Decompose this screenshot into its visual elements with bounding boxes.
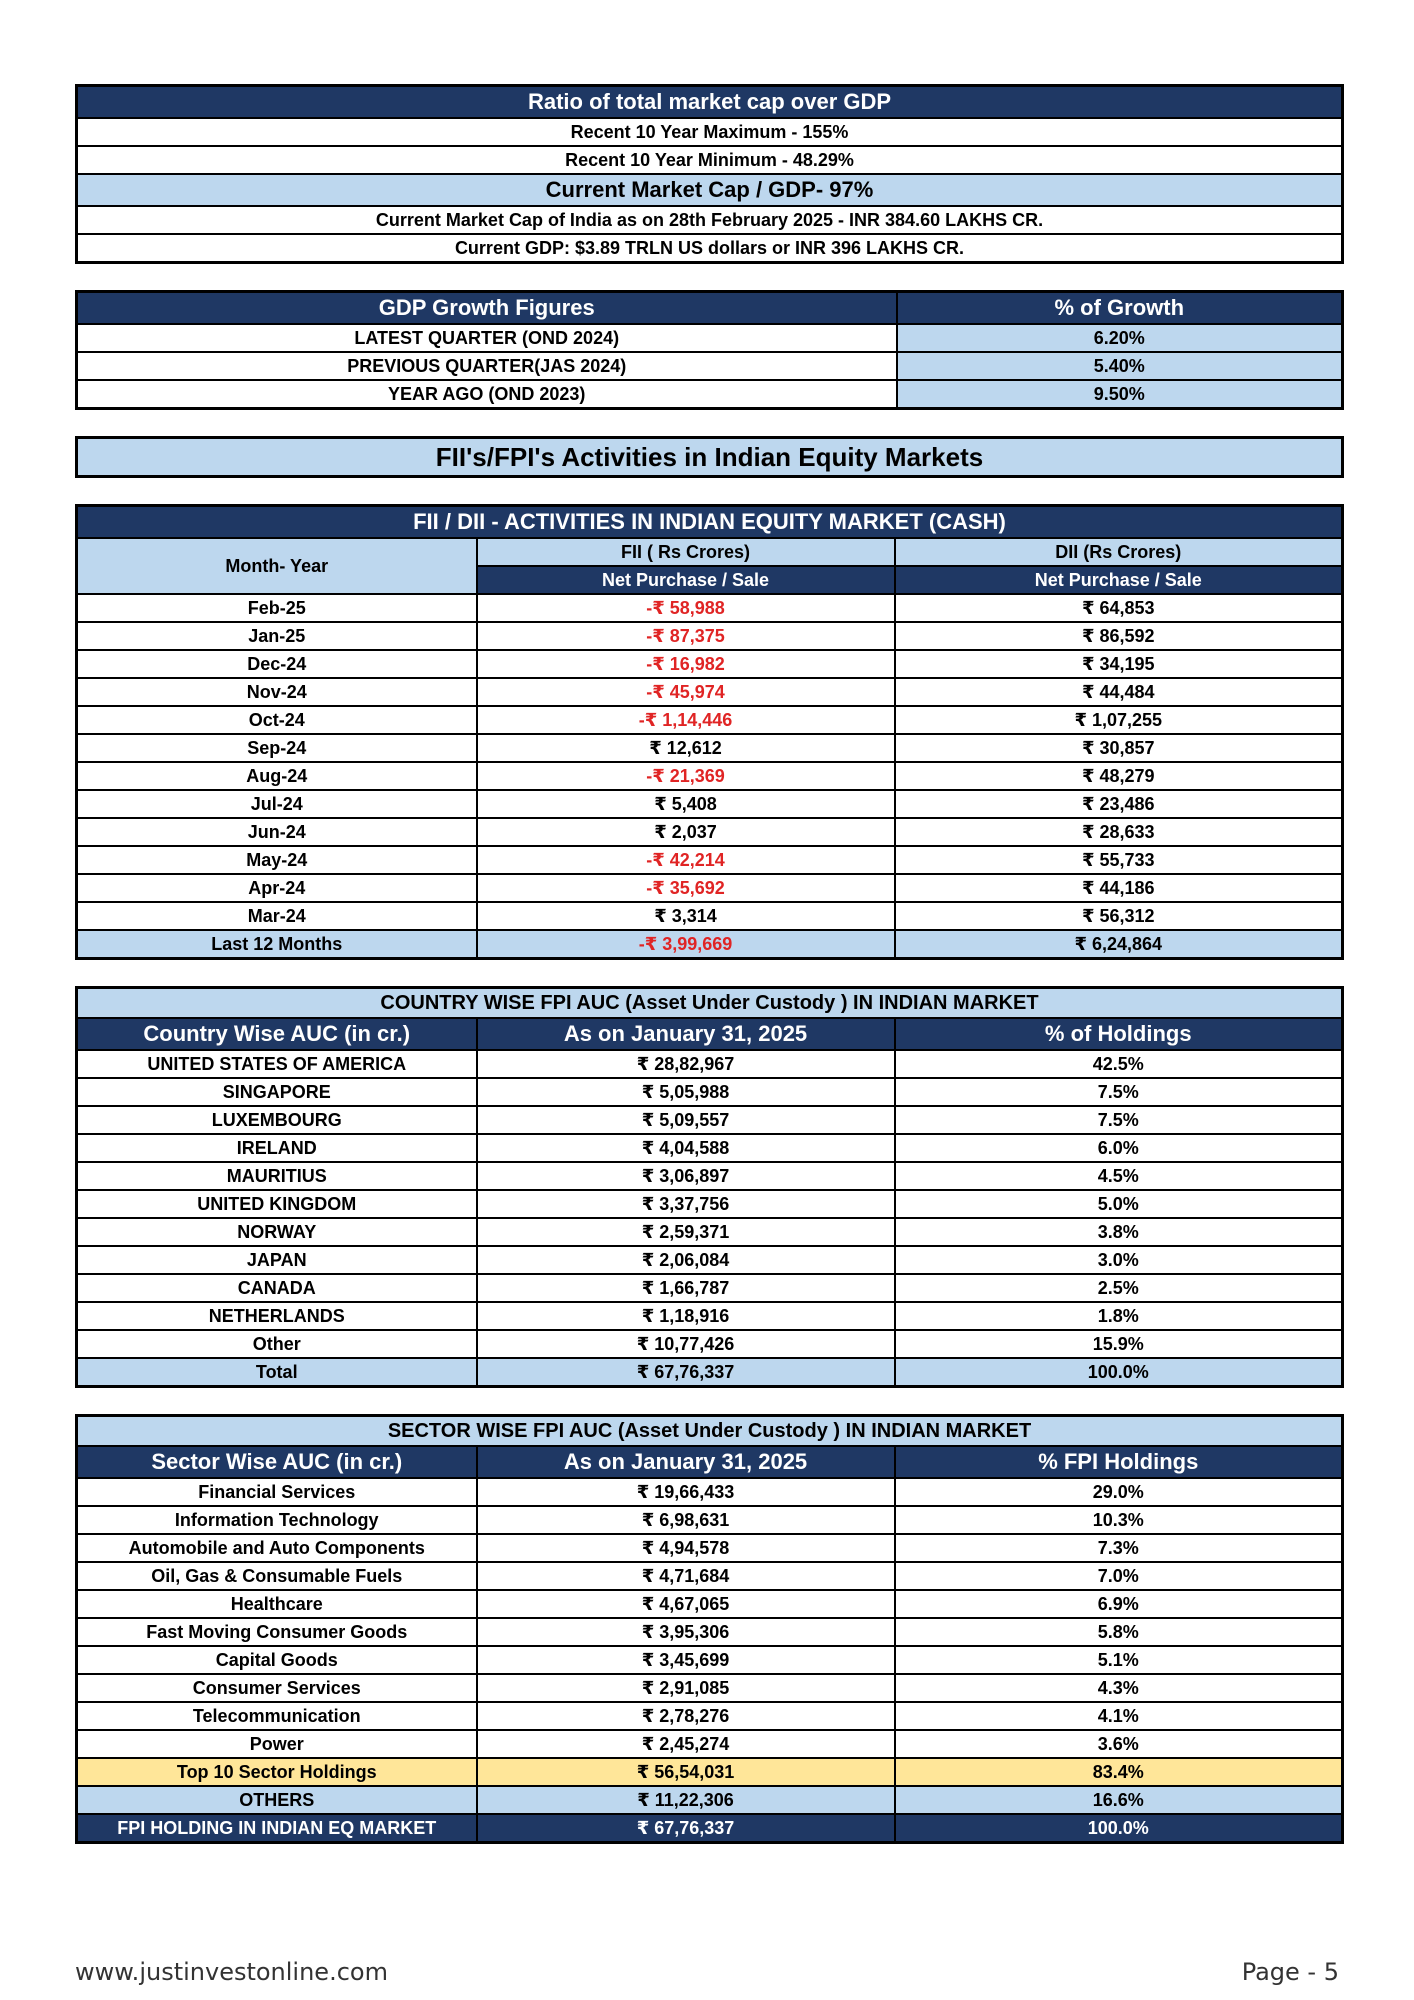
- table-row: [77, 594, 1343, 622]
- country-name: Other: [77, 1330, 477, 1358]
- table-row: [77, 706, 1343, 734]
- sector-pct: 5.8%: [895, 1618, 1343, 1646]
- country-name: SINGAPORE: [77, 1078, 477, 1106]
- country-header-pct: % of Holdings: [895, 1018, 1343, 1050]
- sector-value: ₹ 2,45,274: [477, 1730, 895, 1758]
- fii-banner-title: FII's/FPI's Activities in Indian Equity Markets: [77, 438, 1343, 477]
- country-value: ₹ 2,59,371: [477, 1218, 895, 1246]
- month-cell: Aug-24: [77, 762, 477, 790]
- sector-header-pct: % FPI Holdings: [895, 1446, 1343, 1478]
- dii-cell: ₹ 56,312: [895, 902, 1343, 930]
- market-cap-table: [75, 84, 1344, 264]
- sector-name: Fast Moving Consumer Goods: [77, 1618, 477, 1646]
- sector-name: Consumer Services: [77, 1674, 477, 1702]
- fii-cell: -₹ 16,982: [477, 650, 895, 678]
- page-number: Page - 5: [1241, 1958, 1339, 1986]
- gdp-header-value: % of Growth: [897, 292, 1343, 325]
- dii-cell: ₹ 30,857: [895, 734, 1343, 762]
- table-row: [77, 352, 1343, 380]
- fii-cell: ₹ 12,612: [477, 734, 895, 762]
- sector-name: Telecommunication: [77, 1702, 477, 1730]
- report-page: [75, 84, 1344, 1844]
- ten-year-min: Recent 10 Year Minimum - 48.29%: [77, 146, 1343, 174]
- sector-header-name: Sector Wise AUC (in cr.): [77, 1446, 477, 1478]
- fii-cell: ₹ 5,408: [477, 790, 895, 818]
- country-value: ₹ 5,05,988: [477, 1078, 895, 1106]
- website-link[interactable]: www.justinvestonline.com: [75, 1958, 388, 1986]
- country-total-pct: 100.0%: [895, 1358, 1343, 1387]
- ten-year-max: Recent 10 Year Maximum - 155%: [77, 118, 1343, 146]
- table-row: [77, 846, 1343, 874]
- fii-cell: -₹ 1,14,446: [477, 706, 895, 734]
- fii-cell: -₹ 21,369: [477, 762, 895, 790]
- sector-value: ₹ 2,91,085: [477, 1674, 895, 1702]
- country-pct: 2.5%: [895, 1274, 1343, 1302]
- country-name: IRELAND: [77, 1134, 477, 1162]
- top10-pct: 83.4%: [895, 1758, 1343, 1786]
- fii-dii-table: [75, 504, 1344, 960]
- country-pct: 4.5%: [895, 1162, 1343, 1190]
- dii-cell: ₹ 44,186: [895, 874, 1343, 902]
- table-row: [77, 622, 1343, 650]
- month-cell: Jun-24: [77, 818, 477, 846]
- dii-subheader: Net Purchase / Sale: [895, 566, 1343, 594]
- dii-cell: ₹ 28,633: [895, 818, 1343, 846]
- current-gdp-line: Current GDP: $3.89 TRLN US dollars or INR 396 LAKHS CR.: [77, 234, 1343, 263]
- country-value: ₹ 1,66,787: [477, 1274, 895, 1302]
- country-value: ₹ 2,06,084: [477, 1246, 895, 1274]
- table-row: [77, 678, 1343, 706]
- table-row: [77, 650, 1343, 678]
- country-value: ₹ 3,06,897: [477, 1162, 895, 1190]
- table-row: [77, 1506, 1343, 1534]
- sector-value: ₹ 4,94,578: [477, 1534, 895, 1562]
- table-row: [77, 1646, 1343, 1674]
- dii-cell: ₹ 34,195: [895, 650, 1343, 678]
- country-auc-table: [75, 986, 1344, 1388]
- country-value: ₹ 3,37,756: [477, 1190, 895, 1218]
- country-pct: 15.9%: [895, 1330, 1343, 1358]
- country-name: NETHERLANDS: [77, 1302, 477, 1330]
- top10-value: ₹ 56,54,031: [477, 1758, 895, 1786]
- table-row: [77, 734, 1343, 762]
- country-value: ₹ 28,82,967: [477, 1050, 895, 1078]
- sector-pct: 7.0%: [895, 1562, 1343, 1590]
- table-row: [77, 1562, 1343, 1590]
- sector-value: ₹ 4,67,065: [477, 1590, 895, 1618]
- country-header-name: Country Wise AUC (in cr.): [77, 1018, 477, 1050]
- sector-pct: 6.9%: [895, 1590, 1343, 1618]
- sector-name: Capital Goods: [77, 1646, 477, 1674]
- table-row: [77, 1674, 1343, 1702]
- table-row: [77, 762, 1343, 790]
- fii-cell: ₹ 3,314: [477, 902, 895, 930]
- table-row: [77, 380, 1343, 409]
- month-cell: Jan-25: [77, 622, 477, 650]
- fii-header: FII ( Rs Crores): [477, 538, 895, 566]
- fpi-total-pct: 100.0%: [895, 1814, 1343, 1843]
- fpi-total-label: FPI HOLDING IN INDIAN EQ MARKET: [77, 1814, 477, 1843]
- table-row: [77, 1534, 1343, 1562]
- sector-value: ₹ 3,45,699: [477, 1646, 895, 1674]
- dii-cell: ₹ 64,853: [895, 594, 1343, 622]
- gdp-row-label: PREVIOUS QUARTER(JAS 2024): [77, 352, 897, 380]
- sector-pct: 5.1%: [895, 1646, 1343, 1674]
- dii-cell: ₹ 55,733: [895, 846, 1343, 874]
- sector-auc-title: SECTOR WISE FPI AUC (Asset Under Custody ) IN INDIAN MARKET: [77, 1416, 1343, 1447]
- gdp-growth-table: [75, 290, 1344, 410]
- table-row: [77, 1050, 1343, 1078]
- dii-cell: ₹ 23,486: [895, 790, 1343, 818]
- fii-cell: -₹ 58,988: [477, 594, 895, 622]
- fii-subheader: Net Purchase / Sale: [477, 566, 895, 594]
- sector-pct: 29.0%: [895, 1478, 1343, 1506]
- table-row: [77, 1330, 1343, 1358]
- month-cell: Jul-24: [77, 790, 477, 818]
- table-row: [77, 1730, 1343, 1758]
- dii-cell: ₹ 86,592: [895, 622, 1343, 650]
- table-row: [77, 324, 1343, 352]
- table-row: [77, 1618, 1343, 1646]
- sector-value: ₹ 3,95,306: [477, 1618, 895, 1646]
- country-total-label: Total: [77, 1358, 477, 1387]
- sector-pct: 7.3%: [895, 1534, 1343, 1562]
- current-market-cap-gdp: Current Market Cap / GDP- 97%: [77, 174, 1343, 206]
- sector-header-value: As on January 31, 2025: [477, 1446, 895, 1478]
- country-name: UNITED STATES OF AMERICA: [77, 1050, 477, 1078]
- sector-value: ₹ 19,66,433: [477, 1478, 895, 1506]
- country-name: NORWAY: [77, 1218, 477, 1246]
- month-year-header: Month- Year: [77, 538, 477, 594]
- country-pct: 6.0%: [895, 1134, 1343, 1162]
- gdp-row-value: 6.20%: [897, 324, 1343, 352]
- sector-pct: 3.6%: [895, 1730, 1343, 1758]
- month-cell: May-24: [77, 846, 477, 874]
- sector-value: ₹ 2,78,276: [477, 1702, 895, 1730]
- current-market-cap-line: Current Market Cap of India as on 28th February 2025 - INR 384.60 LAKHS CR.: [77, 206, 1343, 234]
- country-header-value: As on January 31, 2025: [477, 1018, 895, 1050]
- fii-banner: [75, 436, 1344, 478]
- top10-label: Top 10 Sector Holdings: [77, 1758, 477, 1786]
- country-pct: 3.8%: [895, 1218, 1343, 1246]
- gdp-header-label: GDP Growth Figures: [77, 292, 897, 325]
- sector-value: ₹ 6,98,631: [477, 1506, 895, 1534]
- fii-cell: ₹ 2,037: [477, 818, 895, 846]
- country-pct: 5.0%: [895, 1190, 1343, 1218]
- gdp-row-label: LATEST QUARTER (OND 2024): [77, 324, 897, 352]
- sector-name: Information Technology: [77, 1506, 477, 1534]
- month-cell: Apr-24: [77, 874, 477, 902]
- sector-pct: 4.1%: [895, 1702, 1343, 1730]
- country-name: CANADA: [77, 1274, 477, 1302]
- table-row: [77, 1590, 1343, 1618]
- month-cell: Nov-24: [77, 678, 477, 706]
- country-value: ₹ 5,09,557: [477, 1106, 895, 1134]
- table-row: [77, 1190, 1343, 1218]
- country-value: ₹ 1,18,916: [477, 1302, 895, 1330]
- sector-pct: 10.3%: [895, 1506, 1343, 1534]
- fii-total-label: Last 12 Months: [77, 930, 477, 959]
- country-name: MAURITIUS: [77, 1162, 477, 1190]
- table-row: [77, 1246, 1343, 1274]
- country-pct: 7.5%: [895, 1078, 1343, 1106]
- fii-cell: -₹ 42,214: [477, 846, 895, 874]
- table-row: [77, 818, 1343, 846]
- fii-cell: -₹ 87,375: [477, 622, 895, 650]
- dii-cell: ₹ 48,279: [895, 762, 1343, 790]
- table-row: [77, 1078, 1343, 1106]
- table-row: [77, 1702, 1343, 1730]
- sector-auc-table: [75, 1414, 1344, 1844]
- sector-name: Financial Services: [77, 1478, 477, 1506]
- others-label: OTHERS: [77, 1786, 477, 1814]
- sector-value: ₹ 4,71,684: [477, 1562, 895, 1590]
- month-cell: Dec-24: [77, 650, 477, 678]
- country-name: LUXEMBOURG: [77, 1106, 477, 1134]
- sector-name: Healthcare: [77, 1590, 477, 1618]
- table-row: [77, 1162, 1343, 1190]
- table-row: [77, 1302, 1343, 1330]
- sector-name: Oil, Gas & Consumable Fuels: [77, 1562, 477, 1590]
- dii-cell: ₹ 1,07,255: [895, 706, 1343, 734]
- dii-header: DII (Rs Crores): [895, 538, 1343, 566]
- fii-dii-title: FII / DII - ACTIVITIES IN INDIAN EQUITY MARKET (CASH): [77, 506, 1343, 539]
- gdp-row-value: 9.50%: [897, 380, 1343, 409]
- table-row: [77, 1478, 1343, 1506]
- table-row: [77, 874, 1343, 902]
- fii-cell: -₹ 35,692: [477, 874, 895, 902]
- dii-total-value: ₹ 6,24,864: [895, 930, 1343, 959]
- table-row: [77, 1106, 1343, 1134]
- table-row: [77, 790, 1343, 818]
- gdp-row-label: YEAR AGO (OND 2023): [77, 380, 897, 409]
- country-total-value: ₹ 67,76,337: [477, 1358, 895, 1387]
- month-cell: Mar-24: [77, 902, 477, 930]
- month-cell: Oct-24: [77, 706, 477, 734]
- country-name: JAPAN: [77, 1246, 477, 1274]
- country-value: ₹ 10,77,426: [477, 1330, 895, 1358]
- country-pct: 42.5%: [895, 1050, 1343, 1078]
- country-pct: 3.0%: [895, 1246, 1343, 1274]
- country-pct: 7.5%: [895, 1106, 1343, 1134]
- country-auc-title: COUNTRY WISE FPI AUC (Asset Under Custody ) IN INDIAN MARKET: [77, 988, 1343, 1019]
- market-cap-title: Ratio of total market cap over GDP: [77, 86, 1343, 119]
- fii-cell: -₹ 45,974: [477, 678, 895, 706]
- table-row: [77, 902, 1343, 930]
- month-cell: Feb-25: [77, 594, 477, 622]
- others-value: ₹ 11,22,306: [477, 1786, 895, 1814]
- gdp-row-value: 5.40%: [897, 352, 1343, 380]
- table-row: [77, 1218, 1343, 1246]
- country-value: ₹ 4,04,588: [477, 1134, 895, 1162]
- others-pct: 16.6%: [895, 1786, 1343, 1814]
- sector-pct: 4.3%: [895, 1674, 1343, 1702]
- table-row: [77, 1274, 1343, 1302]
- sector-name: Automobile and Auto Components: [77, 1534, 477, 1562]
- country-pct: 1.8%: [895, 1302, 1343, 1330]
- fii-total-value: -₹ 3,99,669: [477, 930, 895, 959]
- table-row: [77, 1134, 1343, 1162]
- month-cell: Sep-24: [77, 734, 477, 762]
- dii-cell: ₹ 44,484: [895, 678, 1343, 706]
- country-name: UNITED KINGDOM: [77, 1190, 477, 1218]
- fpi-total-value: ₹ 67,76,337: [477, 1814, 895, 1843]
- sector-name: Power: [77, 1730, 477, 1758]
